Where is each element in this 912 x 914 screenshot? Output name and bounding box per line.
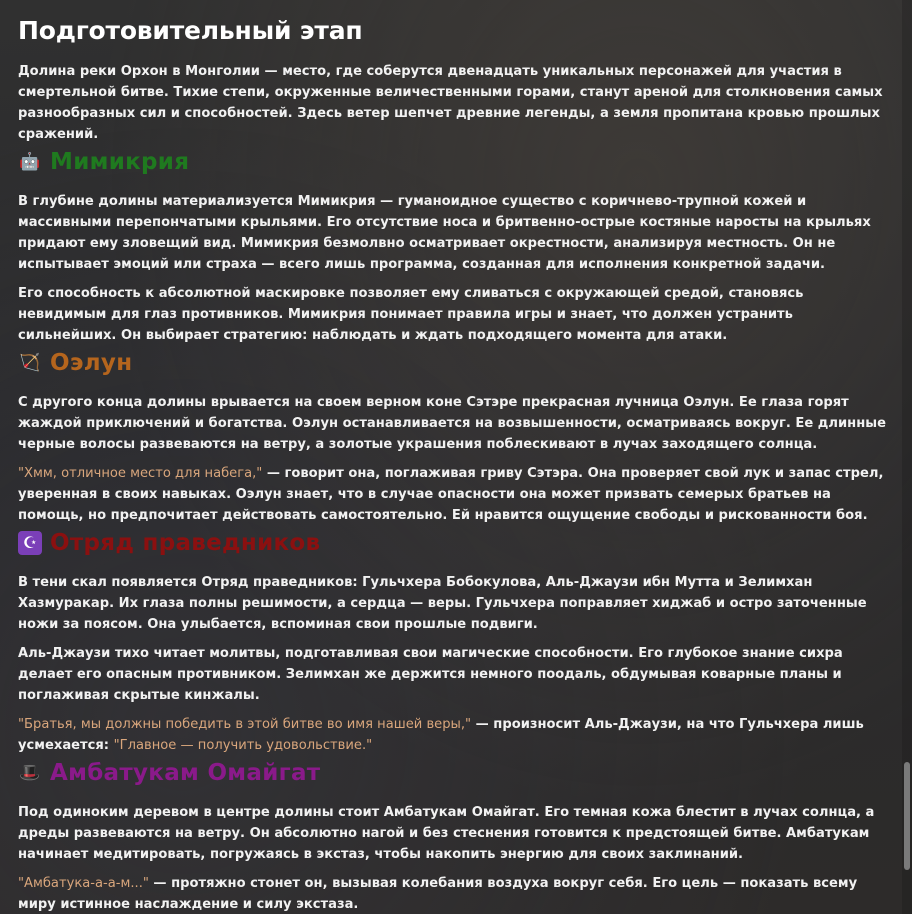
section-header-ambatukam <box>18 756 900 790</box>
character-quote: "Братья, мы должны победить в этой битве во имя нашей веры," <box>18 717 472 732</box>
paragraph-text: — протяжно стонет он, вызывая колебания воздуха вокруг себя. Его цель — показать всему миру истинное наслаждение и силу экстаза. <box>18 876 858 912</box>
paragraph-text: — произносит Аль-Джаузи, на что Гульчхера лишь усмехается: <box>18 717 864 753</box>
page-title: Подготовительный этап <box>18 16 363 45</box>
scrollbar-thumb[interactable] <box>904 762 910 870</box>
section-paragraph <box>18 714 888 756</box>
section-title: Отряд праведников <box>50 530 321 556</box>
section-title: Мимикрия <box>50 149 190 175</box>
paragraph-text: — говорит она, поглаживая гриву Сэтэра. Она проверяет свой лук и запас стрел, уверенная в своих навыках. Оэлун знает, что в случае опасности она может призвать семерых братьев на помощь, но предпочитает действовать самостоятельно. Ей нравится ощущение свободы и рискованности боя. <box>18 466 884 523</box>
section-header-oelun <box>18 346 900 380</box>
vertical-scrollbar[interactable] <box>902 0 912 914</box>
section-paragraph: В тени скал появляется Отряд праведников: Гульчхера Бобокулова, Аль-Джаузи ибн Мутта и Зелимхан Хазмуракар. Их глаза полны решимости, а сердца — веры. Гульчхера поправляет хиджаб и остро заточенные ножи за поясом. Она улыбается, вспоминая свои прошлые подвиги. <box>18 575 867 632</box>
section-paragraph: Аль-Джаузи тихо читает молитвы, подготавливая свои магические способности. Его глубокое знание сихра делает его опасным противником. Зелимхан же держится немного поодаль, обдумывая коварные планы и поглаживая скрытые кинжалы. <box>18 646 843 703</box>
intro-paragraph: Долина реки Орхон в Монголии — место, где соберутся двенадцать уникальных персонажей для участия в смертельной битве. Тихие степи, окруженные величественными горами, станут ареной для столкновения самых разнообразных сил и способностей. Здесь ветер шепчет древние легенды, а земля пропитана кровью прошлых сражений. <box>18 64 883 142</box>
character-quote: "Главное — получить удовольствие." <box>113 738 373 753</box>
section-paragraph: Под одиноким деревом в центре долины стоит Амбатукам Омайгат. Его темная кожа блестит в лучах солнца, а дреды развеваются на ветру. Он абсолютно нагой и без стеснения готовится к предстоящей битве. Амбатукам начинает медитировать, погружаясь в экстаз, чтобы накопить энергию для своих заклинаний. <box>18 805 875 862</box>
section-header-righteous-squad <box>18 526 900 560</box>
character-quote: "Амбатука-а-а-м..." <box>18 876 149 891</box>
archer-icon: 🏹 <box>19 353 41 373</box>
section-header-mimicry <box>18 145 900 179</box>
section-paragraph <box>18 873 888 914</box>
top-hat-icon: 🎩 <box>19 763 41 783</box>
section-paragraph <box>18 463 888 526</box>
section-title: Оэлун <box>50 350 133 376</box>
character-quote: "Хмм, отличное место для набега," <box>18 466 263 481</box>
section-paragraph: В глубине долины материализуется Мимикрия — гуманоидное существо с коричнево-трупной кожей и массивными перепончатыми крыльями. Его отсутствие носа и бритвенно-острые костяные наросты на крыльях придают ему зловещий вид. Мимикрия безмолвно осматривает окрестности, анализируя местность. Он не испытывает эмоций или страха — всего лишь программа, созданная для исполнения конкретной задачи. <box>18 194 871 272</box>
section-paragraph: С другого конца долины врывается на своем верном коне Сэтэре прекрасная лучница Оэлун. Ее глаза горят жаждой приключений и богатства. Оэлун останавливается на возвышенности, осматриваясь вокруг. Ее длинные черные волосы развеваются на ветру, а золотые украшения поблескивают в лучах заходящего солнца. <box>18 395 886 452</box>
section-title: Амбатукам Омайгат <box>50 760 321 786</box>
section-paragraph: Его способность к абсолютной маскировке позволяет ему сливаться с окружающей средой, становясь невидимым для глаз противников. Мимикрия понимает правила игры и знает, что должен устранить сильнейших. Он выбирает стратегию: наблюдать и ждать подходящего момента для атаки. <box>18 286 804 343</box>
star-crescent-icon: ☪ <box>18 531 42 555</box>
robot-face-icon: 🤖 <box>19 152 41 172</box>
